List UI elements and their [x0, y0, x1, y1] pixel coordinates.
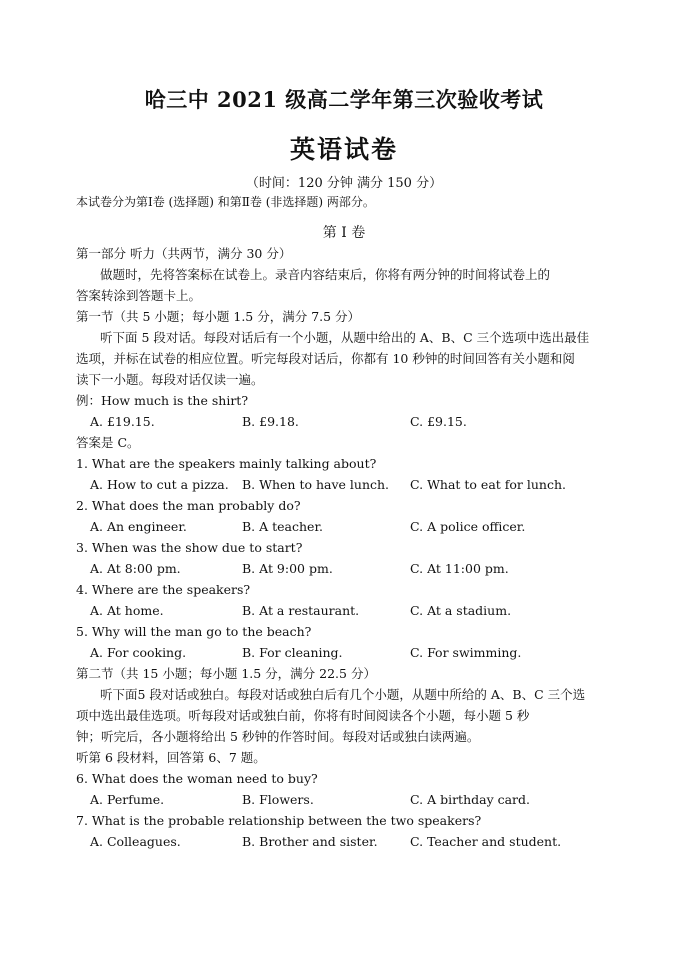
option-c: C. For swimming.	[410, 645, 522, 660]
question-6: 6. What does the woman need to buy?	[76, 771, 318, 786]
option-b: B. At a restaurant.	[242, 603, 360, 618]
option-a: A. Perfume.	[90, 792, 165, 807]
material-note: 听第 6 段材料，回答第 6、7 题。	[76, 750, 266, 765]
option-a: A. At home.	[90, 603, 164, 618]
option-c: C. A police officer.	[410, 519, 526, 534]
example-answer: 答案是 C。	[76, 435, 140, 450]
option-b: B. At 9:00 pm.	[242, 561, 333, 576]
section1-instruction-line: 选项，并标在试卷的相应位置。听完每段对话后，你都有 10 秒钟的时间回答有关小题和阅	[76, 351, 575, 366]
question-7-options	[76, 831, 616, 852]
option-a: A. Colleagues.	[90, 834, 181, 849]
option-a: A. £19.15.	[90, 414, 155, 429]
exam-title: 哈三中 2021 级高二学年第三次验收考试	[144, 87, 544, 112]
option-b: B. For cleaning.	[242, 645, 343, 660]
volume-title: 第 Ⅰ 卷	[322, 225, 366, 241]
option-c: C. At 11:00 pm.	[410, 561, 509, 576]
option-b: B. Flowers.	[242, 792, 314, 807]
section1-heading: 第一节（共 5 小题；每小题 1.5 分，满分 7.5 分）	[76, 309, 361, 324]
question-3-options	[76, 558, 616, 579]
option-c: C. What to eat for lunch.	[410, 477, 567, 492]
option-a: A. For cooking.	[90, 645, 187, 660]
part1-heading: 第一部分 听力（共两节，满分 30 分）	[76, 246, 292, 261]
exam-body	[76, 243, 616, 852]
example-question: 例：How much is the shirt?	[76, 393, 249, 408]
option-b: B. £9.18.	[242, 414, 299, 429]
question-3: 3. When was the show due to start?	[76, 540, 303, 555]
option-a: A. At 8:00 pm.	[90, 561, 181, 576]
intro-text: 本试卷分为第Ⅰ卷 (选择题) 和第Ⅱ卷 (非选择题) 两部分。	[76, 195, 375, 209]
question-7: 7. What is the probable relationship between the two speakers?	[76, 813, 482, 828]
option-a: A. How to cut a pizza.	[90, 477, 229, 492]
section2-heading: 第二节（共 15 小题；每小题 1.5 分，满分 22.5 分）	[76, 666, 376, 681]
option-b: B. When to have lunch.	[242, 477, 390, 492]
question-4-options	[76, 600, 616, 621]
option-c: C. Teacher and student.	[410, 834, 562, 849]
option-c: C. £9.15.	[410, 414, 467, 429]
question-1-options	[76, 474, 616, 495]
question-2: 2. What does the man probably do?	[76, 498, 301, 513]
option-c: C. At a stadium.	[410, 603, 512, 618]
question-4: 4. Where are the speakers?	[76, 582, 251, 597]
section1-instruction-line: 听下面 5 段对话。每段对话后有一个小题，从题中给出的 A、B、C 三个选项中选出最佳	[100, 330, 590, 345]
section2-instruction-line: 项中选出最佳选项。听每段对话或独白前，你将有时间阅读各个小题，每小题 5 秒	[76, 708, 530, 723]
option-c: C. A birthday card.	[410, 792, 531, 807]
example-options	[76, 411, 616, 432]
question-2-options	[76, 516, 616, 537]
option-b: B. Brother and sister.	[242, 834, 378, 849]
exam-subtitle: 英语试卷	[289, 135, 398, 164]
question-5-options	[76, 642, 616, 663]
question-1: 1. What are the speakers mainly talking about?	[76, 456, 377, 471]
question-6-options	[76, 789, 616, 810]
option-b: B. A teacher.	[242, 519, 324, 534]
option-a: A. An engineer.	[90, 519, 187, 534]
section1-instruction-line: 读下一小题。每段对话仅读一遍。	[76, 372, 264, 387]
section2-instruction-line: 听下面5 段对话或独白。每段对话或独白后有几个小题，从题中所给的 A、B、C 三个选	[100, 687, 586, 702]
section2-instruction-line: 钟；听完后，各小题将给出 5 秒钟的作答时间。每段对话或独白读两遍。	[76, 729, 480, 744]
question-5: 5. Why will the man go to the beach?	[76, 624, 312, 639]
part1-instruction-line: 答案转涂到答题卡上。	[76, 288, 202, 303]
part1-instruction-line: 做题时，先将答案标在试卷上。录音内容结束后，你将有两分钟的时间将试卷上的	[100, 267, 551, 282]
time-info: （时间：120 分钟 满分 150 分）	[245, 176, 443, 191]
